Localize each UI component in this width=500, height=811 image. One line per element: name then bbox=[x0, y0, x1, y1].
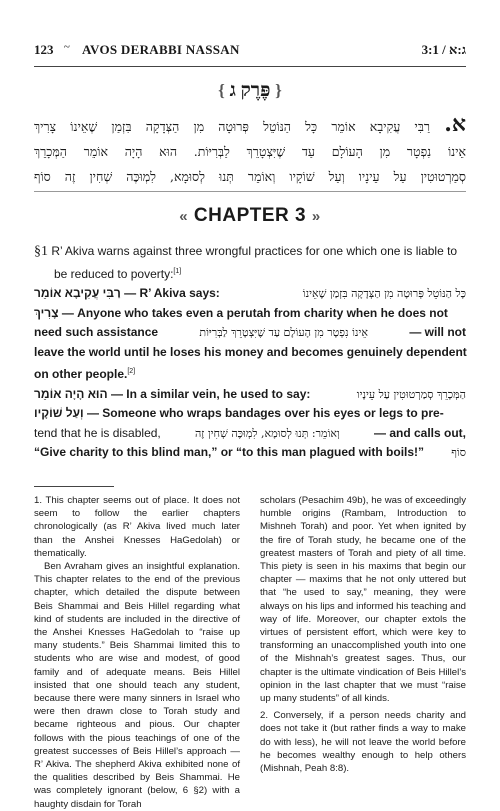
translation-line: need such assistance אֵינוֹ נִפְטָר מִן הָעוֹלָם עַד שֶׁיִּצְטָרֵךְ לַבְּרִיּוֹת — will not bbox=[34, 325, 466, 339]
footnote-column-right bbox=[260, 494, 466, 775]
chapter-title bbox=[0, 205, 500, 227]
footnote-paragraph: Ben Avraham gives an insightful explanation. This chapter relates to the end of the previous chapter, which detailed the dispute between Beis Shammai and Beis Hillel regarding what kind of students are included in the directive of the Anshei Knesses HaGedolah to “raise up many students.” Beis Shammai limited this to students who are wise and modest, of good family and of adequate means. Beis Hillel insisted that one should teach any student, because there were many sinners in Israel who were then drawn close to Torah study and became righteous and pious. Our chapter follows with the pious teachings of one of the greatest successes of Beis Hillel’s approach — R’ Akiva. The shepherd Akiva exhibited none of the qualities described by Beis Shammai. He was completely ignorant (below, 6 §2) with a haughty disdain for Torah bbox=[34, 561, 240, 810]
section-divider bbox=[34, 191, 466, 192]
footnote-paragraph: scholars (Pesachim 49b), he was of exceedingly humble origins (Rambam, Introduction to Mishneh Torah) and poor. Yet when ignited by the fire of Torah study, he became one of the greatest masters of Torah and piety of all time. This piety is seen in his maxims that begin our chapter — maxims that he not only uttered but that “he used to say,” meaning, they were always on his lips and informed his teaching and way of life. Moreover, our chapter extols the virtues of persistent effort, which were key to transforming an unaccomplished youth into one of the Mishnah’s greatest sages. Thus, our chapter is the ultimate vindication of Beis Hillel’s opinion in the last chapter that we must “raise up many students” of all kinds. bbox=[260, 495, 466, 705]
hebrew-line-2: אֵינוֹ נִפְטָר מִן הָעוֹלָם עַד שֶׁיִּצְטָרֵךְ לַבְּרִיּוֹת. הוּא הָיָה אוֹמֵר הַמְּכָרֵךְ bbox=[34, 144, 466, 159]
hebrew-initial: א. bbox=[444, 111, 466, 137]
right-chevron-ornament-icon: » bbox=[311, 208, 321, 225]
perek-title: פֶּרֶק ג bbox=[229, 80, 271, 101]
translation-line: הוּא הָיָה אוֹמֵר — In a similar vein, he used to say: הַמְּכָרֵךְ סְמַרְטוּטִין עַל עֵינָיו bbox=[34, 386, 466, 401]
header-divider bbox=[34, 66, 466, 67]
footnote-ref: [1] bbox=[173, 267, 182, 275]
translation-line: “Give charity to this blind man,” or “to this man plagued with boils!” סוֹף bbox=[34, 445, 466, 459]
section-mark: §1 bbox=[34, 244, 48, 259]
chapter-reference: 3:1 / ג:א bbox=[421, 42, 466, 57]
translation-line: be reduced to poverty:[1] bbox=[54, 266, 182, 281]
translation-text bbox=[34, 242, 466, 463]
perek-heading bbox=[0, 80, 500, 102]
translation-line: leave the world until he loses his money and becomes genuinely dependent bbox=[34, 344, 467, 359]
translation-line: צָרִיךְ — Anyone who takes even a perutah from charity when he does not bbox=[34, 305, 448, 320]
page-number: 123 bbox=[34, 42, 54, 57]
translation-line: on other people.[2] bbox=[34, 367, 136, 381]
left-ornament-icon: { bbox=[218, 81, 225, 100]
running-header bbox=[34, 42, 466, 60]
right-ornament-icon: } bbox=[275, 81, 282, 100]
hebrew-line-1: א. רַבִּי עֲקִיבָא אוֹמֵר כָּל הַנּוֹטֵל פְּרוּטָה מִן הַצְּדָקָה בִּזְמַן שֶׁאֵינוֹ צָרִיךְ bbox=[34, 111, 466, 137]
running-title: AVOS DERABBI NASSAN bbox=[82, 42, 240, 57]
chapter-title-text: CHAPTER 3 bbox=[193, 205, 307, 226]
footnote-divider bbox=[34, 486, 114, 487]
translation-line: tend that he is disabled, וְאוֹמֵר: תְּנוּ לְסוּמָא, לִמְוּכֶּה שְׁחִין זֶה — and calls out, bbox=[34, 425, 466, 440]
translation-line: וְעַל שׁוֹקָיו — Someone who wraps bandages over his eyes or legs to pre- bbox=[34, 406, 444, 420]
left-chevron-ornament-icon: « bbox=[179, 208, 189, 225]
translation-line: רַבִּי עֲקִיבָא אוֹמֵר — R’ Akiva says: כָּל הַנּוֹטֵל פְּרוּטָה מִן הַצְּדָקָה בִּזְמַן שֶׁאֵינוֹ bbox=[34, 286, 466, 300]
footnote-ref: [2] bbox=[127, 368, 136, 375]
translation-line: §1 R’ Akiva warns against three wrongful practices for one which one is liable to bbox=[34, 244, 458, 259]
footnote-paragraph: 1. This chapter seems out of place. It does not seem to follow the earlier chapters chronologically (as R’ Akiva lived much later than the Anshei Knesses HaGedolah) or thematically. bbox=[34, 495, 240, 559]
footnote-column-left bbox=[34, 494, 240, 811]
hebrew-line-3: סְמַרְטוּטִין עַל עֵינָיו וְעַל שׁוֹקָיו וְאוֹמֵר תְּנוּ לְסוּמָא, לִמְוּכֶּה שְׁחִין זֶה סוֹף bbox=[34, 169, 466, 184]
footnote-paragraph: 2. Conversely, if a person needs charity and does not take it (but rather finds a way to make do with less), he will not leave the world before he becomes wealthy enough to help others (Mishnah, Peah 8:8). bbox=[260, 710, 466, 775]
header-ornament-icon: ~ bbox=[64, 41, 70, 53]
hebrew-mishnah-text bbox=[34, 112, 466, 189]
